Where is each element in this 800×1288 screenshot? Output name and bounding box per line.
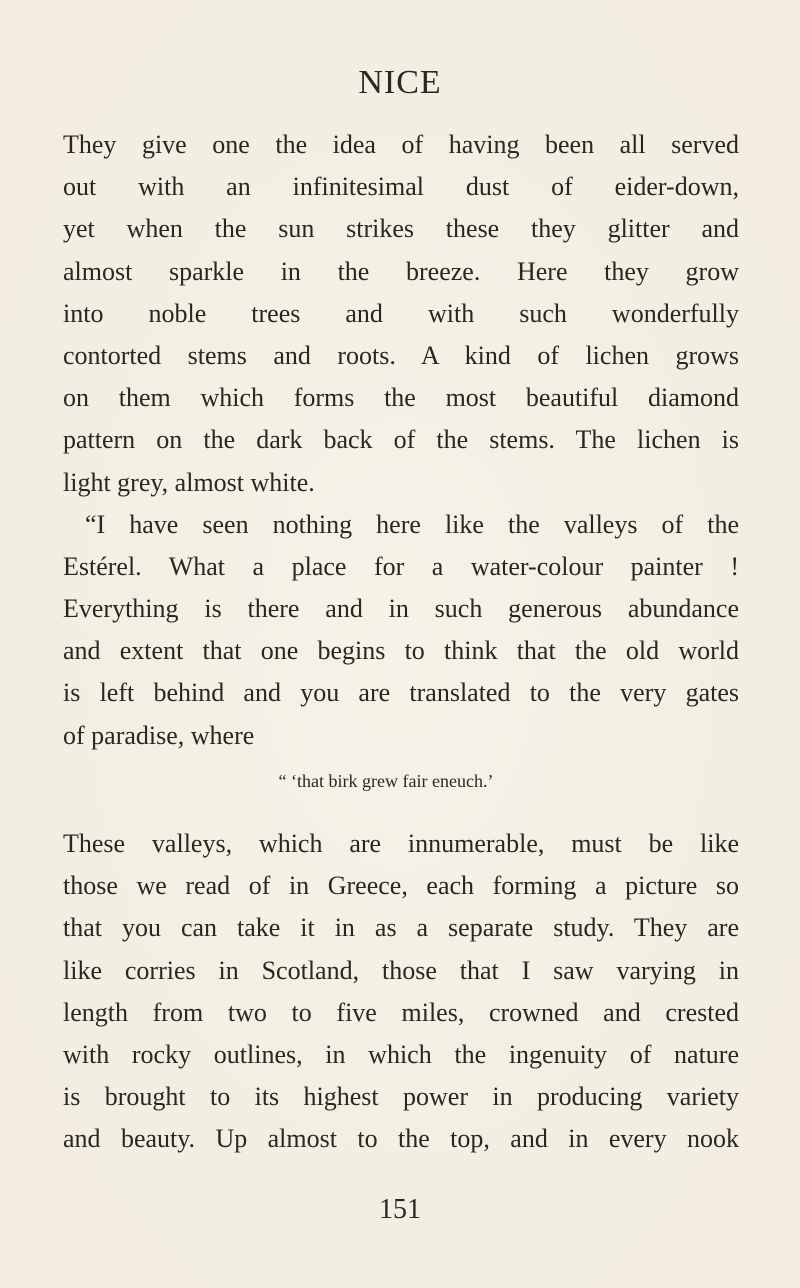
body-text xyxy=(63,124,739,1161)
text-line: These valleys, which are innumerable, must be like xyxy=(63,829,739,858)
text-line: into noble trees and with such wonderfully xyxy=(63,298,739,328)
text-line: that you can take it in as a separate study. They are xyxy=(63,913,739,943)
text-line: and beauty. Up almost to the top, and in every nook xyxy=(63,1124,739,1154)
text-line: like corries in Scotland, those that I saw varying in xyxy=(63,955,739,985)
text-line: light grey, almost white. xyxy=(63,467,315,497)
text-line: Everything is there and in such generous abundance xyxy=(63,594,739,624)
page-number: 151 xyxy=(379,1194,421,1225)
text-line: out with an infinitesimal dust of eider-down, xyxy=(63,172,739,202)
text-line: and extent that one begins to think that the old world xyxy=(63,636,739,666)
text-line: contorted stems and roots. A kind of lichen grows xyxy=(63,340,739,370)
text-line: of paradise, where xyxy=(63,720,255,750)
text-line: those we read of in Greece, each forming a picture so xyxy=(63,871,739,901)
text-line: almost sparkle in the breeze. Here they grow xyxy=(63,256,739,286)
text-line: length from two to five miles, crowned and crested xyxy=(63,997,739,1027)
text-line: yet when the sun strikes these they glitter and xyxy=(63,214,739,244)
text-line: They give one the idea of having been all served xyxy=(63,130,739,159)
text-line: is brought to its highest power in producing variety xyxy=(63,1082,739,1112)
text-line: on them which forms the most beautiful diamond xyxy=(63,383,739,413)
running-head: NICE xyxy=(358,64,442,101)
text-line: with rocky outlines, in which the ingenuity of nature xyxy=(63,1039,739,1069)
text-line: “I have seen nothing here like the valleys of the xyxy=(85,509,739,539)
text-line: is left behind and you are translated to the very gates xyxy=(63,678,739,708)
text-line: Estérel. What a place for a water-colour painter ! xyxy=(63,551,739,581)
text-line: pattern on the dark back of the stems. The lichen is xyxy=(63,425,739,455)
verse-quotation: “ ‘that birk grew fair eneuch.’ xyxy=(278,770,494,791)
